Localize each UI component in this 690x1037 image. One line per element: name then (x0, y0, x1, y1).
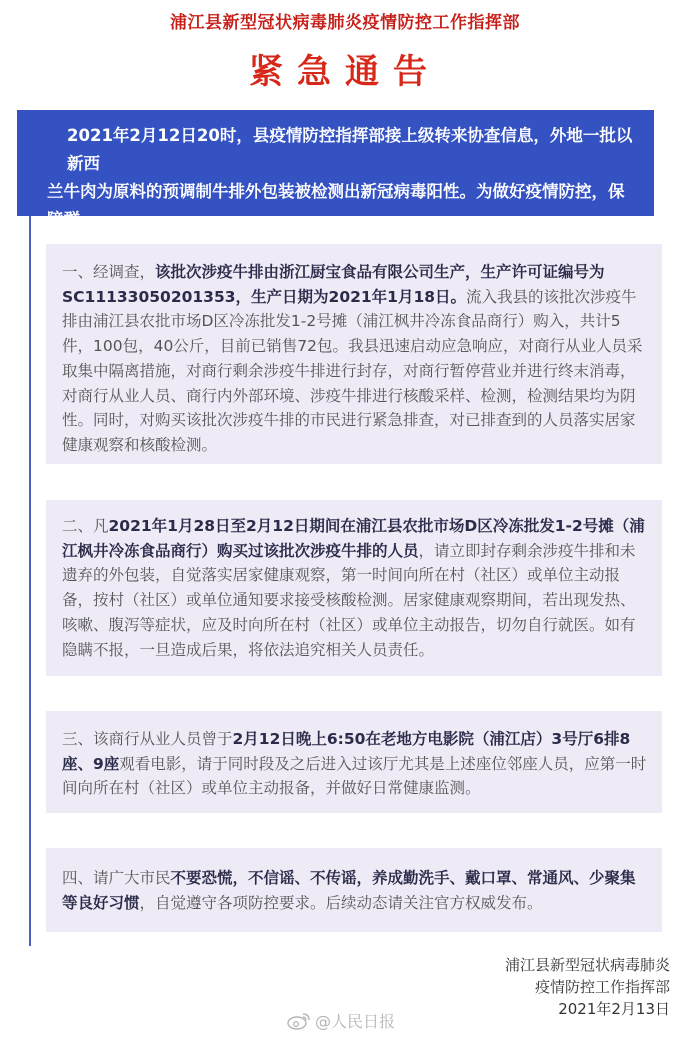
section-2-text-body: ，请立即封存剩余涉疫牛排和未遗弃的外包装，自觉落实居家健康观察，第一时间向所在村（社区）或单位主动报备，按村（社区）或单位通知要求接受核酸检测。居家健康观察期间，若出现发热、咳嗽、腹泻等症状，应及时向所在村（社区）或单位主动报告，切勿自行就医。如有隐瞒不报，一旦造成后果，将依法追究相关人员责任。 (62, 541, 636, 659)
section-3 (46, 711, 662, 813)
signature-org-line-1: 浦江县新型冠状病毒肺炎 (504, 956, 670, 974)
notice-title: 紧急通告 (249, 52, 441, 92)
section-3-text-bold: 2月12日晚上6:50在老地方电影院（浦江店）3号厅6排8座、9座 (62, 730, 631, 773)
section-3-text-body: 观看电影，请于同时段及之后进入过该厅尤其是上述座位邻座人员，应第一时间向所在村（社区）或单位主动报备，并做好日常健康监测。 (62, 754, 647, 798)
intro-line-1: 2021年2月12日20时，县疫情防控指挥部接上级转来协查信息，外地一批以新西 (67, 126, 633, 173)
signature-org-line-2: 疫情防控工作指挥部 (534, 978, 670, 996)
section-1-text-bold: 该批次涉疫牛排由浙江厨宝食品有限公司生产，生产许可证编号为SC11133050201353，生产日期为2021年1月18日。 (62, 263, 605, 306)
intro-line-2: 兰牛肉为原料的预调制牛排外包装被检测出新冠病毒阳性。为做好疫情防控，保障群 (47, 182, 625, 229)
section-1 (46, 244, 662, 464)
section-2-text-lead: 二、凡 (62, 517, 109, 535)
section-2 (46, 500, 662, 676)
section-4-text-body: ，自觉遵守各项防控要求。后续动态请关注官方权威发布。 (139, 893, 543, 912)
section-2-text-bold: 2021年1月28日至2月12日期间在浦江县农批市场D区冷冻批发1-2号摊（浦江枫井冷冻食品商行）购买过该批次涉疫牛排的人员 (62, 517, 645, 560)
signature-block (505, 954, 670, 1020)
issuer-heading: 浦江县新型冠状病毒肺炎疫情防控工作指挥部 (170, 13, 520, 33)
section-4-text-lead: 四、请广大市民 (62, 869, 171, 887)
section-4 (46, 848, 662, 932)
section-4-text-bold: 不要恐慌，不信谣、不传谣，养成勤洗手、戴口罩、常通风、少聚集等良好习惯 (62, 869, 636, 912)
watermark (287, 1009, 395, 1032)
intro-paragraph (17, 110, 654, 229)
timeline-divider (29, 216, 31, 946)
weibo-icon (287, 1012, 311, 1030)
section-1-text-lead: 一、经调查， (62, 263, 156, 281)
watermark-text: @人民日报 (315, 1012, 396, 1031)
section-3-text-lead: 三、该商行从业人员曾于 (62, 730, 233, 748)
section-1-text-body: 流入我县的该批次涉疫牛排由浦江县农批市场D区冷冻批发1-2号摊（浦江枫井冷冻食品商行）购入，共计5件，100包，40公斤，目前已销售72包。我县迅速启动应急响应，对商行从业人员采取集中隔离措施，对商行剩余涉疫牛排进行封存，对商行暂停营业并进行终末消毒，对商行从业人员、商行内外部环境、涉疫牛排进行核酸采样、检测，检测结果均为阴性。同时，对购买该批次涉疫牛排的市民进行紧急排查，对已排查到的人员落实居家健康观察和核酸检测。 (62, 287, 643, 454)
signature-date: 2021年2月13日 (558, 1000, 670, 1018)
